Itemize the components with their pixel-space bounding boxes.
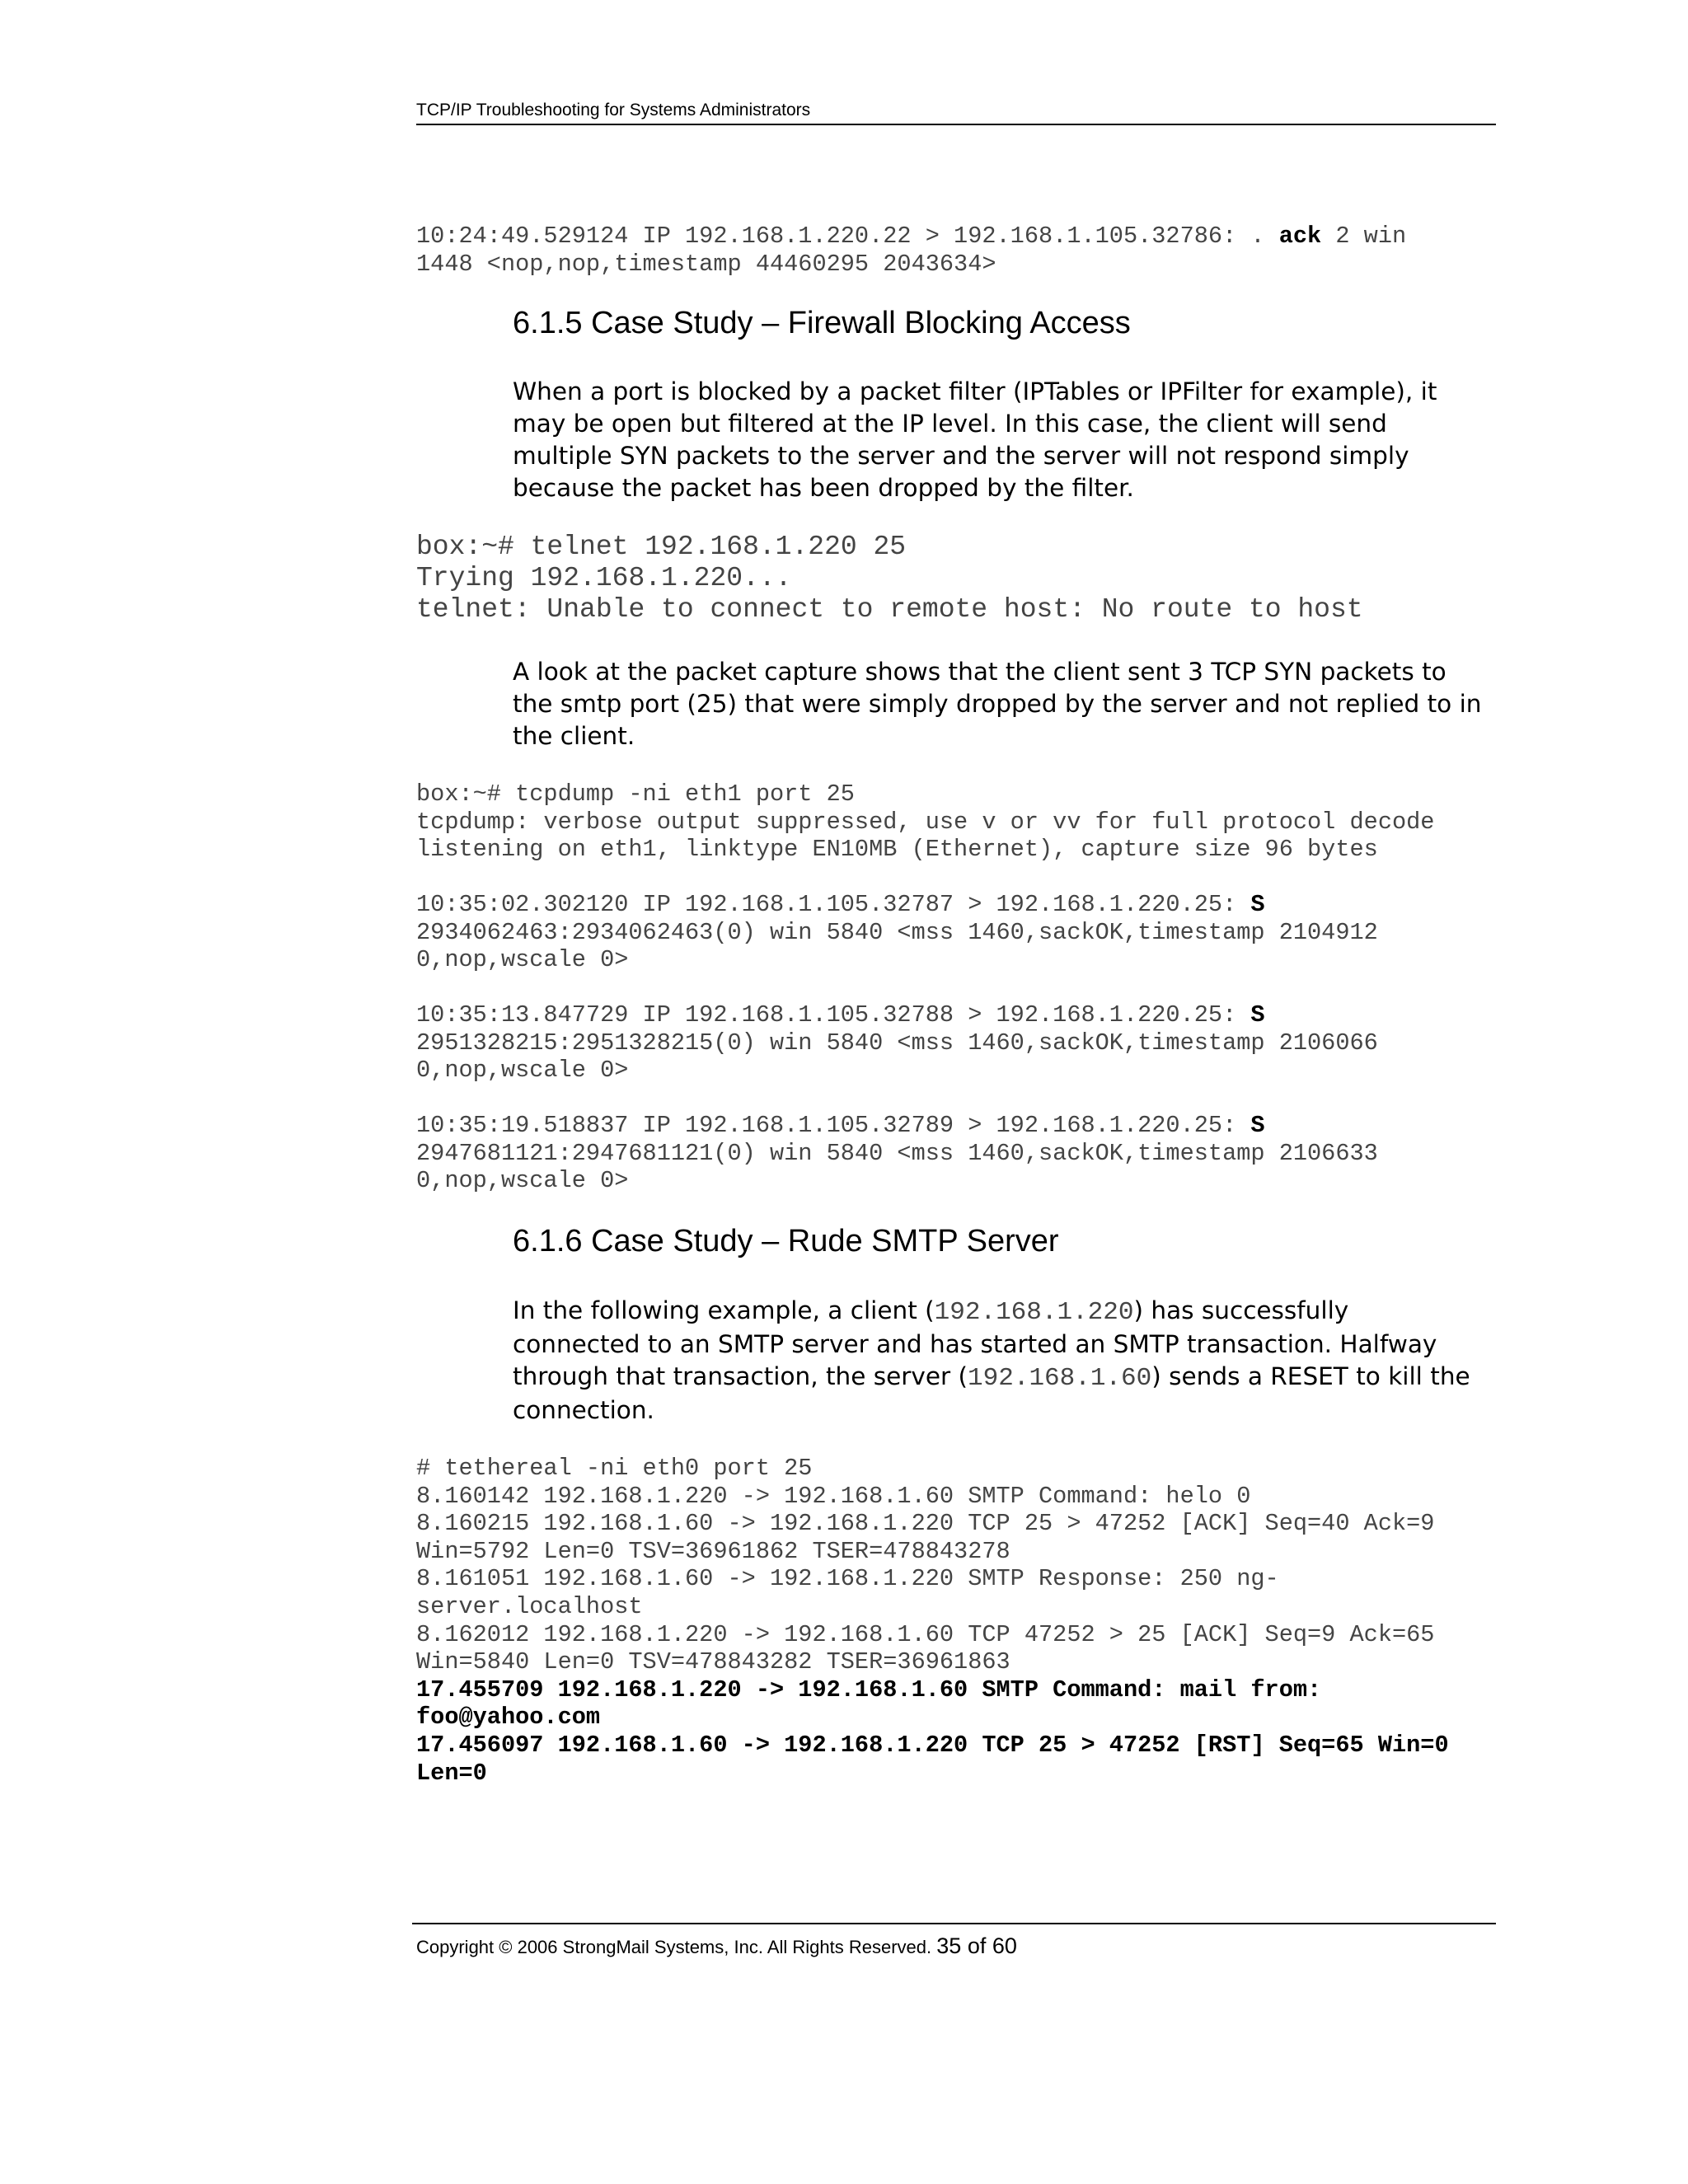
code-line: 8.160215 192.168.1.60 -> 192.168.1.220 TCP 25 > 47252 [ACK] Seq=40 Ack=9 [416,1510,1435,1538]
code-line: 8.162012 192.168.1.220 -> 192.168.1.60 TCP 47252 > 25 [ACK] Seq=9 Ack=65 [416,1620,1435,1648]
code-line: 10:35:19.518837 IP 192.168.1.105.32789 > 192.168.1.220.25: [416,1112,1251,1139]
server-ip: 192.168.1.60 [968,1364,1152,1393]
paragraph-line: A look at the packet capture shows that the client sent 3 TCP SYN packets to [513,658,1447,686]
code-line: box:~# telnet 192.168.1.220 25 [416,532,907,562]
client-ip: 192.168.1.220 [934,1298,1134,1327]
highlighted-code-line: 17.456097 192.168.1.60 -> 192.168.1.220 TCP 25 > 47252 [RST] Seq=65 Win=0 [416,1731,1449,1759]
code-line: server.localhost [416,1592,643,1620]
paragraph-line: When a port is blocked by a packet filter (IPTables or IPFilter for example), it [513,377,1437,405]
paragraph-line [513,1295,1502,1329]
syn-flag: S [1250,1001,1265,1029]
code-line: 2951328215:2951328215(0) win 5840 <mss 1460,sackOK,timestamp 2106066 [416,1029,1378,1057]
syn-packet-3 [416,1112,1378,1195]
code-line: 0,nop,wscale 0> [416,1167,629,1195]
paragraph-line: because the packet has been dropped by the filter. [513,474,1134,502]
tcpdump-command-block [416,780,1434,864]
page-footer [416,1933,1017,1960]
paragraph-text: In the following example, a client ( [513,1296,935,1324]
code-line: 0,nop,wscale 0> [416,1057,629,1085]
syn-packet-2 [416,1001,1378,1085]
paragraph-line [513,1361,1502,1394]
code-line: tcpdump: verbose output suppressed, use v or vv for full protocol decode [416,808,1435,836]
code-line: Win=5840 Len=0 TSV=478843282 TSER=36961863 [416,1648,1010,1676]
code-line: telnet: Unable to connect to remote host: No route to host [416,594,1363,625]
paragraph-line: connection. [513,1396,654,1424]
code-line: 10:35:02.302120 IP 192.168.1.105.32787 > 192.168.1.220.25: [416,891,1251,918]
running-header [416,99,1496,125]
code-line: 0,nop,wscale 0> [416,946,629,974]
paragraph-text: ) has successfully [1133,1296,1349,1324]
code-line: 8.160142 192.168.1.220 -> 192.168.1.60 SMTP Command: helo 0 [416,1482,1251,1510]
code-line: # tethereal -ni eth0 port 25 [416,1455,813,1482]
paragraph-line: the smtp port (25) that were simply dropped by the server and not replied to in [513,690,1482,718]
section-heading-6-1-6: 6.1.6 Case Study – Rude SMTP Server [513,1224,1059,1258]
copyright-notice: Copyright © 2006 StrongMail Systems, Inc. All Rights Reserved. [416,1937,932,1957]
tethereal-capture-block [416,1455,1449,1787]
ack-line-2: 1448 <nop,nop,timestamp 44460295 2043634> [416,251,996,278]
paragraph-text: ) sends a RESET to kill the [1151,1362,1470,1390]
telnet-session-block [416,532,1363,626]
syn-flag: S [1250,1112,1265,1139]
paragraph-line: multiple SYN packets to the server and the server will not respond simply [513,442,1409,470]
code-line: 2947681121:2947681121(0) win 5840 <mss 1460,sackOK,timestamp 2106633 [416,1139,1378,1167]
ack-line-1-prefix: 10:24:49.529124 IP 192.168.1.220.22 > 192.168.1.105.32786: . [416,223,1279,250]
running-header-title: TCP/IP Troubleshooting for Systems Administrators [416,101,811,120]
code-line: 10:35:13.847729 IP 192.168.1.105.32788 > 192.168.1.220.25: [416,1001,1251,1029]
section-6-1-5-paragraph-2 [513,656,1502,752]
code-line: Win=5792 Len=0 TSV=36961862 TSER=478843278 [416,1537,1010,1565]
syn-flag: S [1250,891,1265,918]
paragraph-line: may be open but filtered at the IP level. In this case, the client will send [513,410,1387,438]
highlighted-code-line: Len=0 [416,1759,487,1787]
paragraph-text: through that transaction, the server ( [513,1362,968,1390]
syn-packet-1 [416,891,1378,974]
highlighted-code-line: 17.455709 192.168.1.220 -> 192.168.1.60 SMTP Command: mail from: [416,1675,1322,1704]
highlighted-code-line: foo@yahoo.com [416,1704,601,1732]
page-number: 35 of 60 [936,1933,1017,1958]
ack-capture-block [416,223,1406,279]
code-line: 2934062463:2934062463(0) win 5840 <mss 1460,sackOK,timestamp 2104912 [416,918,1378,946]
paragraph-line: the client. [513,722,635,750]
paragraph-line: connected to an SMTP server and has started an SMTP transaction. Halfway [513,1330,1437,1358]
section-heading-6-1-5: 6.1.5 Case Study – Firewall Blocking Access [513,306,1131,340]
ack-line-1-suffix: 2 win [1321,223,1407,250]
code-line: Trying 192.168.1.220... [416,563,792,593]
footer-divider [412,1923,1496,1924]
ack-flag: ack [1278,223,1322,250]
section-6-1-5-paragraph-1 [513,376,1502,504]
code-line: box:~# tcpdump -ni eth1 port 25 [416,780,855,808]
code-line: listening on eth1, linktype EN10MB (Ethernet), capture size 96 bytes [416,836,1378,864]
code-line: 8.161051 192.168.1.60 -> 192.168.1.220 SMTP Response: 250 ng- [416,1565,1279,1593]
section-6-1-6-paragraph [513,1295,1502,1427]
